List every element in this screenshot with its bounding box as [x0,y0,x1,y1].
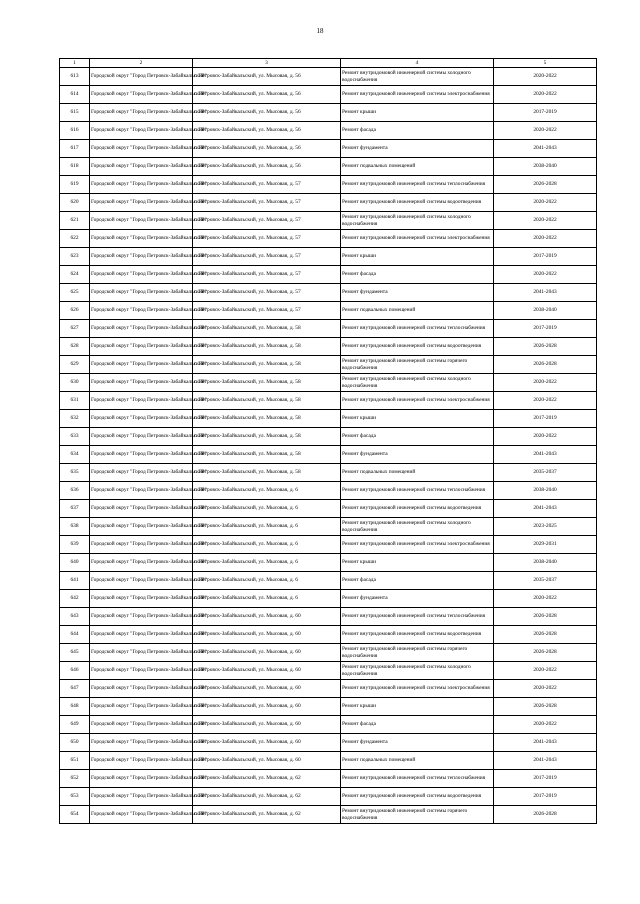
work-type-cell: Ремонт подвальных помещений [341,464,494,482]
table-row [60,680,597,698]
work-type-cell: Ремонт внутридомовой инженерной системы электроснабжения [341,86,494,104]
work-type-cell: Ремонт внутридомовой инженерной системы электроснабжения [341,536,494,554]
address-cell: г. Петровск-Забайкальский, ул. Мысовая, д. 57 [193,176,341,194]
row-number-cell: 654 [60,806,90,824]
work-type-cell: Ремонт фасада [341,428,494,446]
municipality-cell: Городской округ "Город Петровск-Забайкальский" [90,374,193,392]
row-number-cell: 630 [60,374,90,392]
work-type-cell: Ремонт внутридомовой инженерной системы водоотведения [341,338,494,356]
address-cell: г. Петровск-Забайкальский, ул. Мысовая, д. 6 [193,536,341,554]
period-cell: 2020-2022 [494,86,597,104]
address-cell: г. Петровск-Забайкальский, ул. Мысовая, д. 57 [193,266,341,284]
address-cell: г. Петровск-Забайкальский, ул. Мысовая, д. 6 [193,482,341,500]
table-row [60,464,597,482]
row-number-cell: 626 [60,302,90,320]
address-cell: г. Петровск-Забайкальский, ул. Мысовая, д. 60 [193,698,341,716]
municipality-cell: Городской округ "Город Петровск-Забайкальский" [90,752,193,770]
period-cell: 2026-2028 [494,176,597,194]
row-number-cell: 619 [60,176,90,194]
row-number-cell: 625 [60,284,90,302]
row-number-cell: 633 [60,428,90,446]
address-cell: г. Петровск-Забайкальский, ул. Мысовая, д. 60 [193,680,341,698]
row-number-cell: 650 [60,734,90,752]
work-type-cell: Ремонт фундамента [341,140,494,158]
work-type-cell: Ремонт подвальных помещений [341,302,494,320]
period-cell: 2017-2019 [494,410,597,428]
address-cell: г. Петровск-Забайкальский, ул. Мысовая, д. 60 [193,716,341,734]
period-cell: 2020-2022 [494,392,597,410]
address-cell: г. Петровск-Забайкальский, ул. Мысовая, д. 6 [193,572,341,590]
table-row [60,626,597,644]
table-row [60,662,597,680]
row-number-cell: 627 [60,320,90,338]
table-row [60,302,597,320]
work-type-cell: Ремонт внутридомовой инженерной системы водоотведения [341,194,494,212]
table-row [60,788,597,806]
municipality-cell: Городской округ "Город Петровск-Забайкальский" [90,338,193,356]
period-cell: 2020-2022 [494,68,597,86]
row-number-cell: 620 [60,194,90,212]
municipality-cell: Городской округ "Город Петровск-Забайкальский" [90,464,193,482]
row-number-cell: 639 [60,536,90,554]
work-type-cell: Ремонт фасада [341,122,494,140]
work-type-cell: Ремонт внутридомовой инженерной системы горячего водоснабжения [341,806,494,824]
table-row [60,140,597,158]
period-cell: 2017-2019 [494,248,597,266]
work-type-cell: Ремонт крыши [341,698,494,716]
table-row [60,266,597,284]
table-row [60,536,597,554]
municipality-cell: Городской округ "Город Петровск-Забайкальский" [90,158,193,176]
registry-table [59,58,597,824]
table-row [60,122,597,140]
municipality-cell: Городской округ "Город Петровск-Забайкальский" [90,122,193,140]
period-cell: 2038-2040 [494,158,597,176]
row-number-cell: 641 [60,572,90,590]
row-number-cell: 637 [60,500,90,518]
table-row [60,806,597,824]
work-type-cell: Ремонт внутридомовой инженерной системы теплоснабжения [341,770,494,788]
table-row [60,104,597,122]
table-row [60,356,597,374]
municipality-cell: Городской округ "Город Петровск-Забайкальский" [90,572,193,590]
table-row [60,770,597,788]
row-number-cell: 622 [60,230,90,248]
address-cell: г. Петровск-Забайкальский, ул. Мысовая, д. 57 [193,248,341,266]
period-cell: 2023-2025 [494,518,597,536]
address-cell: г. Петровск-Забайкальский, ул. Мысовая, д. 6 [193,500,341,518]
table-row [60,428,597,446]
column-header-2: 2 [90,59,193,68]
work-type-cell: Ремонт внутридомовой инженерной системы теплоснабжения [341,176,494,194]
work-type-cell: Ремонт внутридомовой инженерной системы теплоснабжения [341,608,494,626]
work-type-cell: Ремонт внутридомовой инженерной системы электроснабжения [341,230,494,248]
row-number-cell: 644 [60,626,90,644]
work-type-cell: Ремонт внутридомовой инженерной системы водоотведения [341,788,494,806]
column-header-1: 1 [60,59,90,68]
period-cell: 2020-2022 [494,680,597,698]
municipality-cell: Городской округ "Город Петровск-Забайкальский" [90,230,193,248]
address-cell: г. Петровск-Забайкальский, ул. Мысовая, д. 58 [193,446,341,464]
table-row [60,518,597,536]
period-cell: 2017-2019 [494,104,597,122]
work-type-cell: Ремонт внутридомовой инженерной системы холодного водоснабжения [341,518,494,536]
row-number-cell: 653 [60,788,90,806]
table-body [60,68,597,824]
municipality-cell: Городской округ "Город Петровск-Забайкальский" [90,536,193,554]
table-row [60,716,597,734]
work-type-cell: Ремонт внутридомовой инженерной системы холодного водоснабжения [341,68,494,86]
address-cell: г. Петровск-Забайкальский, ул. Мысовая, д. 57 [193,212,341,230]
work-type-cell: Ремонт внутридомовой инженерной системы теплоснабжения [341,320,494,338]
municipality-cell: Городской округ "Город Петровск-Забайкальский" [90,284,193,302]
table-row [60,410,597,428]
address-cell: г. Петровск-Забайкальский, ул. Мысовая, д. 58 [193,464,341,482]
municipality-cell: Городской округ "Город Петровск-Забайкальский" [90,644,193,662]
municipality-cell: Городской округ "Город Петровск-Забайкальский" [90,662,193,680]
municipality-cell: Городской округ "Город Петровск-Забайкальский" [90,446,193,464]
municipality-cell: Городской округ "Город Петровск-Забайкальский" [90,392,193,410]
period-cell: 2026-2028 [494,626,597,644]
row-number-cell: 624 [60,266,90,284]
address-cell: г. Петровск-Забайкальский, ул. Мысовая, д. 58 [193,374,341,392]
municipality-cell: Городской округ "Город Петровск-Забайкальский" [90,320,193,338]
period-cell: 2038-2040 [494,554,597,572]
period-cell: 2026-2028 [494,806,597,824]
work-type-cell: Ремонт фундамента [341,734,494,752]
municipality-cell: Городской округ "Город Петровск-Забайкальский" [90,410,193,428]
address-cell: г. Петровск-Забайкальский, ул. Мысовая, д. 56 [193,122,341,140]
period-cell: 2020-2022 [494,266,597,284]
row-number-cell: 615 [60,104,90,122]
row-number-cell: 640 [60,554,90,572]
work-type-cell: Ремонт крыши [341,554,494,572]
municipality-cell: Городской округ "Город Петровск-Забайкальский" [90,68,193,86]
row-number-cell: 628 [60,338,90,356]
address-cell: г. Петровск-Забайкальский, ул. Мысовая, д. 60 [193,734,341,752]
page-number: 18 [316,27,324,35]
municipality-cell: Городской округ "Город Петровск-Забайкальский" [90,518,193,536]
work-type-cell: Ремонт фундамента [341,446,494,464]
row-number-cell: 632 [60,410,90,428]
period-cell: 2026-2028 [494,608,597,626]
work-type-cell: Ремонт подвальных помещений [341,158,494,176]
municipality-cell: Городской округ "Город Петровск-Забайкальский" [90,104,193,122]
table-row [60,284,597,302]
work-type-cell: Ремонт фасада [341,266,494,284]
table-row [60,644,597,662]
row-number-cell: 642 [60,590,90,608]
row-number-cell: 651 [60,752,90,770]
period-cell: 2038-2040 [494,482,597,500]
table-row [60,86,597,104]
period-cell: 2020-2022 [494,428,597,446]
period-cell: 2026-2028 [494,644,597,662]
work-type-cell: Ремонт внутридомовой инженерной системы холодного водоснабжения [341,662,494,680]
address-cell: г. Петровск-Забайкальский, ул. Мысовая, д. 57 [193,284,341,302]
row-number-cell: 646 [60,662,90,680]
municipality-cell: Городской округ "Город Петровск-Забайкальский" [90,608,193,626]
period-cell: 2035-2037 [494,572,597,590]
address-cell: г. Петровск-Забайкальский, ул. Мысовая, д. 60 [193,752,341,770]
table-row [60,590,597,608]
table-row [60,68,597,86]
row-number-cell: 648 [60,698,90,716]
address-cell: г. Петровск-Забайкальский, ул. Мысовая, д. 57 [193,302,341,320]
row-number-cell: 623 [60,248,90,266]
work-type-cell: Ремонт фасада [341,572,494,590]
period-cell: 2041-2043 [494,752,597,770]
work-type-cell: Ремонт фундамента [341,284,494,302]
work-type-cell: Ремонт внутридомовой инженерной системы водоотведения [341,500,494,518]
address-cell: г. Петровск-Забайкальский, ул. Мысовая, д. 62 [193,806,341,824]
table-row [60,752,597,770]
address-cell: г. Петровск-Забайкальский, ул. Мысовая, д. 57 [193,230,341,248]
address-cell: г. Петровск-Забайкальский, ул. Мысовая, д. 57 [193,194,341,212]
municipality-cell: Городской округ "Город Петровск-Забайкальский" [90,482,193,500]
work-type-cell: Ремонт внутридомовой инженерной системы теплоснабжения [341,482,494,500]
row-number-cell: 616 [60,122,90,140]
municipality-cell: Городской округ "Город Петровск-Забайкальский" [90,248,193,266]
period-cell: 2041-2043 [494,446,597,464]
column-header-3: 3 [193,59,341,68]
work-type-cell: Ремонт подвальных помещений [341,752,494,770]
work-type-cell: Ремонт фасада [341,716,494,734]
municipality-cell: Городской округ "Город Петровск-Забайкальский" [90,806,193,824]
municipality-cell: Городской округ "Город Петровск-Забайкальский" [90,500,193,518]
address-cell: г. Петровск-Забайкальский, ул. Мысовая, д. 58 [193,356,341,374]
address-cell: г. Петровск-Забайкальский, ул. Мысовая, д. 6 [193,554,341,572]
municipality-cell: Городской округ "Город Петровск-Забайкальский" [90,302,193,320]
table-row [60,500,597,518]
address-cell: г. Петровск-Забайкальский, ул. Мысовая, д. 60 [193,608,341,626]
period-cell: 2020-2022 [494,230,597,248]
period-cell: 2020-2022 [494,194,597,212]
period-cell: 2020-2022 [494,122,597,140]
row-number-cell: 621 [60,212,90,230]
table-row [60,446,597,464]
address-cell: г. Петровск-Забайкальский, ул. Мысовая, д. 60 [193,662,341,680]
municipality-cell: Городской округ "Город Петровск-Забайкальский" [90,698,193,716]
municipality-cell: Городской округ "Город Петровск-Забайкальский" [90,770,193,788]
table-row [60,176,597,194]
address-cell: г. Петровск-Забайкальский, ул. Мысовая, д. 58 [193,320,341,338]
row-number-cell: 631 [60,392,90,410]
row-number-cell: 643 [60,608,90,626]
municipality-cell: Городской округ "Город Петровск-Забайкальский" [90,212,193,230]
row-number-cell: 652 [60,770,90,788]
period-cell: 2041-2043 [494,500,597,518]
table-row [60,572,597,590]
row-number-cell: 618 [60,158,90,176]
municipality-cell: Городской округ "Город Петровск-Забайкальский" [90,194,193,212]
municipality-cell: Городской округ "Город Петровск-Забайкальский" [90,734,193,752]
table-row [60,608,597,626]
municipality-cell: Городской округ "Город Петровск-Забайкальский" [90,428,193,446]
municipality-cell: Городской округ "Город Петровск-Забайкальский" [90,86,193,104]
municipality-cell: Городской округ "Город Петровск-Забайкальский" [90,590,193,608]
period-cell: 2026-2028 [494,698,597,716]
work-type-cell: Ремонт внутридомовой инженерной системы холодного водоснабжения [341,212,494,230]
table-row [60,734,597,752]
period-cell: 2017-2019 [494,788,597,806]
work-type-cell: Ремонт внутридомовой инженерной системы холодного водоснабжения [341,374,494,392]
table-row [60,230,597,248]
table-row [60,338,597,356]
period-cell: 2020-2022 [494,662,597,680]
table-row [60,320,597,338]
period-cell: 2026-2028 [494,338,597,356]
address-cell: г. Петровск-Забайкальский, ул. Мысовая, д. 56 [193,158,341,176]
address-cell: г. Петровск-Забайкальский, ул. Мысовая, д. 60 [193,644,341,662]
header-row [60,59,597,68]
row-number-cell: 614 [60,86,90,104]
address-cell: г. Петровск-Забайкальский, ул. Мысовая, д. 62 [193,770,341,788]
municipality-cell: Городской округ "Город Петровск-Забайкальский" [90,554,193,572]
table-row [60,212,597,230]
period-cell: 2029-2031 [494,536,597,554]
period-cell: 2041-2043 [494,734,597,752]
row-number-cell: 649 [60,716,90,734]
row-number-cell: 634 [60,446,90,464]
municipality-cell: Городской округ "Город Петровск-Забайкальский" [90,176,193,194]
period-cell: 2020-2022 [494,590,597,608]
period-cell: 2038-2040 [494,302,597,320]
row-number-cell: 613 [60,68,90,86]
work-type-cell: Ремонт внутридомовой инженерной системы водоотведения [341,626,494,644]
row-number-cell: 635 [60,464,90,482]
row-number-cell: 617 [60,140,90,158]
work-type-cell: Ремонт внутридомовой инженерной системы горячего водоснабжения [341,644,494,662]
address-cell: г. Петровск-Забайкальский, ул. Мысовая, д. 56 [193,68,341,86]
work-type-cell: Ремонт фундамента [341,590,494,608]
table-row [60,698,597,716]
table-row [60,554,597,572]
table-row [60,194,597,212]
address-cell: г. Петровск-Забайкальский, ул. Мысовая, д. 60 [193,626,341,644]
row-number-cell: 638 [60,518,90,536]
address-cell: г. Петровск-Забайкальский, ул. Мысовая, д. 58 [193,338,341,356]
period-cell: 2026-2028 [494,356,597,374]
column-header-4: 4 [341,59,494,68]
municipality-cell: Городской округ "Город Петровск-Забайкальский" [90,266,193,284]
municipality-cell: Городской округ "Город Петровск-Забайкальский" [90,626,193,644]
municipality-cell: Городской округ "Город Петровск-Забайкальский" [90,788,193,806]
row-number-cell: 629 [60,356,90,374]
period-cell: 2017-2019 [494,320,597,338]
address-cell: г. Петровск-Забайкальский, ул. Мысовая, д. 56 [193,104,341,122]
municipality-cell: Городской округ "Город Петровск-Забайкальский" [90,140,193,158]
period-cell: 2041-2043 [494,284,597,302]
row-number-cell: 636 [60,482,90,500]
table-row [60,482,597,500]
address-cell: г. Петровск-Забайкальский, ул. Мысовая, д. 56 [193,140,341,158]
work-type-cell: Ремонт внутридомовой инженерной системы электроснабжения [341,392,494,410]
address-cell: г. Петровск-Забайкальский, ул. Мысовая, д. 58 [193,428,341,446]
address-cell: г. Петровск-Забайкальский, ул. Мысовая, д. 58 [193,410,341,428]
municipality-cell: Городской округ "Город Петровск-Забайкальский" [90,716,193,734]
municipality-cell: Городской округ "Город Петровск-Забайкальский" [90,356,193,374]
address-cell: г. Петровск-Забайкальский, ул. Мысовая, д. 62 [193,788,341,806]
column-header-5: 5 [494,59,597,68]
period-cell: 2017-2019 [494,770,597,788]
row-number-cell: 645 [60,644,90,662]
period-cell: 2035-2037 [494,464,597,482]
period-cell: 2020-2022 [494,374,597,392]
table-row [60,392,597,410]
period-cell: 2020-2022 [494,716,597,734]
work-type-cell: Ремонт крыши [341,104,494,122]
address-cell: г. Петровск-Забайкальский, ул. Мысовая, д. 58 [193,392,341,410]
address-cell: г. Петровск-Забайкальский, ул. Мысовая, д. 6 [193,590,341,608]
period-cell: 2041-2043 [494,140,597,158]
period-cell: 2020-2022 [494,212,597,230]
municipality-cell: Городской округ "Город Петровск-Забайкальский" [90,680,193,698]
address-cell: г. Петровск-Забайкальский, ул. Мысовая, д. 6 [193,518,341,536]
table-row [60,158,597,176]
work-type-cell: Ремонт внутридомовой инженерной системы электроснабжения [341,680,494,698]
address-cell: г. Петровск-Забайкальский, ул. Мысовая, д. 56 [193,86,341,104]
row-number-cell: 647 [60,680,90,698]
work-type-cell: Ремонт крыши [341,410,494,428]
work-type-cell: Ремонт внутридомовой инженерной системы горячего водоснабжения [341,356,494,374]
work-type-cell: Ремонт крыши [341,248,494,266]
table-row [60,248,597,266]
table-row [60,374,597,392]
